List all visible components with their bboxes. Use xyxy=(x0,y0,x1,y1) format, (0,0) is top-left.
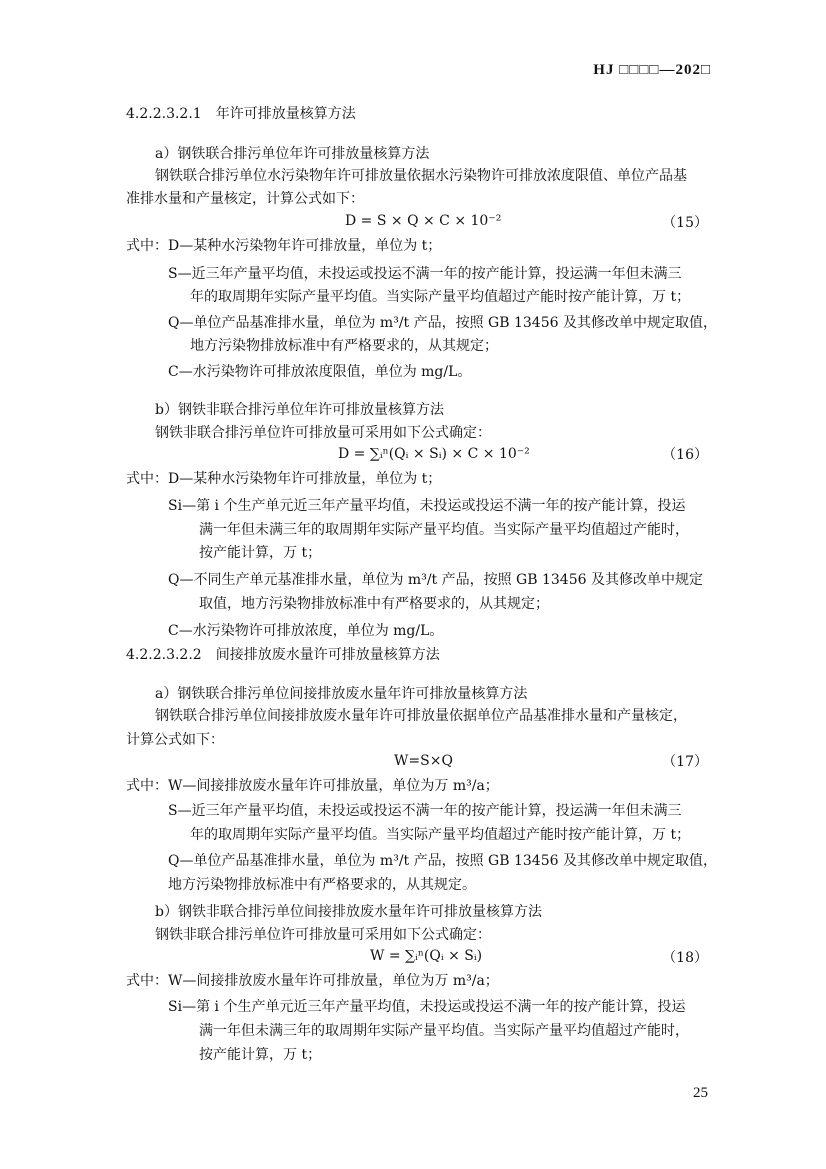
subsection-title: a）钢铁联合排污单位间接排放废水量年许可排放量核算方法 xyxy=(155,686,528,702)
definition-line: 满一年但未满三年的取周期年实际产量平均值。当实际产量平均值超过产能时， xyxy=(199,1023,689,1039)
definition-line: 式中：W—间接排放废水量年许可排放量，单位为万 m³/a； xyxy=(126,973,499,989)
paragraph-line: 钢铁非联合排污单位许可排放量可采用如下公式确定： xyxy=(155,927,491,943)
definition-line: Q—单位产品基准排水量，单位为 m³/t 产品，按照 GB 13456 及其修改单中规定取值， xyxy=(168,853,717,869)
definition-line: Q—不同生产单元基准排水量，单位为 m³/t 产品，按照 GB 13456 及其修改单中规定 xyxy=(168,572,703,588)
definition-line: 地方污染物排放标准中有严格要求的，从其规定。 xyxy=(168,877,476,893)
equation-16: D = ∑ᵢⁿ(Qᵢ × Sᵢ) × C × 10⁻² xyxy=(338,446,530,462)
equation-number: （15） xyxy=(662,215,708,231)
subsection-title: b）钢铁非联合排污单位年许可排放量核算方法 xyxy=(155,402,444,418)
definition-line: 式中：D—某种水污染物年许可排放量，单位为 t； xyxy=(126,238,442,254)
definition-line: 式中：D—某种水污染物年许可排放量，单位为 t； xyxy=(126,471,442,487)
equation-17: W=S×Q xyxy=(394,753,453,769)
definition-line: C—水污染物许可排放浓度限值，单位为 mg/L。 xyxy=(168,364,472,380)
equation-number: （16） xyxy=(662,447,708,463)
definition-line: C—水污染物许可排放浓度，单位为 mg/L。 xyxy=(168,623,444,639)
paragraph-line: 准排水量和产量核定，计算公式如下： xyxy=(126,191,364,207)
definition-line: Si—第 i 个生产单元近三年产量平均值，未投运或投运不满一年的按产能计算，投运 xyxy=(168,999,686,1015)
equation-number: （18） xyxy=(662,950,708,966)
definition-line: 按产能计算，万 t； xyxy=(199,545,322,561)
paragraph-line: 钢铁联合排污单位水污染物年许可排放量依据水污染物许可排放浓度限值、单位产品基 xyxy=(155,168,687,184)
definition-line: 取值，地方污染物排放标准中有严格要求的，从其规定； xyxy=(199,596,549,612)
definition-line: 地方污染物排放标准中有严格要求的，从其规定； xyxy=(190,338,498,354)
subsection-title: b）钢铁非联合排污单位间接排放废水量年许可排放量核算方法 xyxy=(155,904,542,920)
definition-line: Q—单位产品基准排水量，单位为 m³/t 产品，按照 GB 13456 及其修改单中规定取值， xyxy=(168,315,717,331)
paragraph-line: 钢铁非联合排污单位许可排放量可采用如下公式确定： xyxy=(155,425,491,441)
definition-line: 满一年但未满三年的取周期年实际产量平均值。当实际产量平均值超过产能时， xyxy=(199,522,689,538)
definition-line: Si—第 i 个生产单元近三年产量平均值，未投运或投运不满一年的按产能计算，投运 xyxy=(168,498,686,514)
definition-line: 式中：W—间接排放废水量年许可排放量，单位为万 m³/a； xyxy=(126,778,499,794)
definition-line: 年的取周期年实际产量平均值。当实际产量平均值超过产能时按产能计算，万 t； xyxy=(190,289,691,305)
section-heading: 4.2.2.3.2.1 年许可排放量核算方法 xyxy=(126,106,356,122)
definition-line: 按产能计算，万 t； xyxy=(199,1047,322,1063)
equation-number: （17） xyxy=(662,754,708,770)
paragraph-line: 计算公式如下： xyxy=(126,732,224,748)
definition-line: S—近三年产量平均值，未投运或投运不满一年的按产能计算，投运满一年但未满三 xyxy=(168,266,682,282)
equation-15: D = S × Q × C × 10⁻² xyxy=(345,213,502,229)
document-header-code: HJ □□□□—202□ xyxy=(593,62,711,78)
subsection-title: a）钢铁联合排污单位年许可排放量核算方法 xyxy=(155,146,430,162)
equation-18: W = ∑ᵢⁿ(Qᵢ × Sᵢ) xyxy=(370,948,483,964)
paragraph-line: 钢铁联合排污单位间接排放废水量年许可排放量依据单位产品基准排水量和产量核定， xyxy=(155,708,687,724)
definition-line: S—近三年产量平均值，未投运或投运不满一年的按产能计算，投运满一年但未满三 xyxy=(168,803,682,819)
definition-line: 年的取周期年实际产量平均值。当实际产量平均值超过产能时按产能计算，万 t； xyxy=(190,827,691,843)
page-number: 25 xyxy=(693,1085,708,1101)
section-heading: 4.2.2.3.2.2 间接排放废水量许可排放量核算方法 xyxy=(126,647,440,663)
